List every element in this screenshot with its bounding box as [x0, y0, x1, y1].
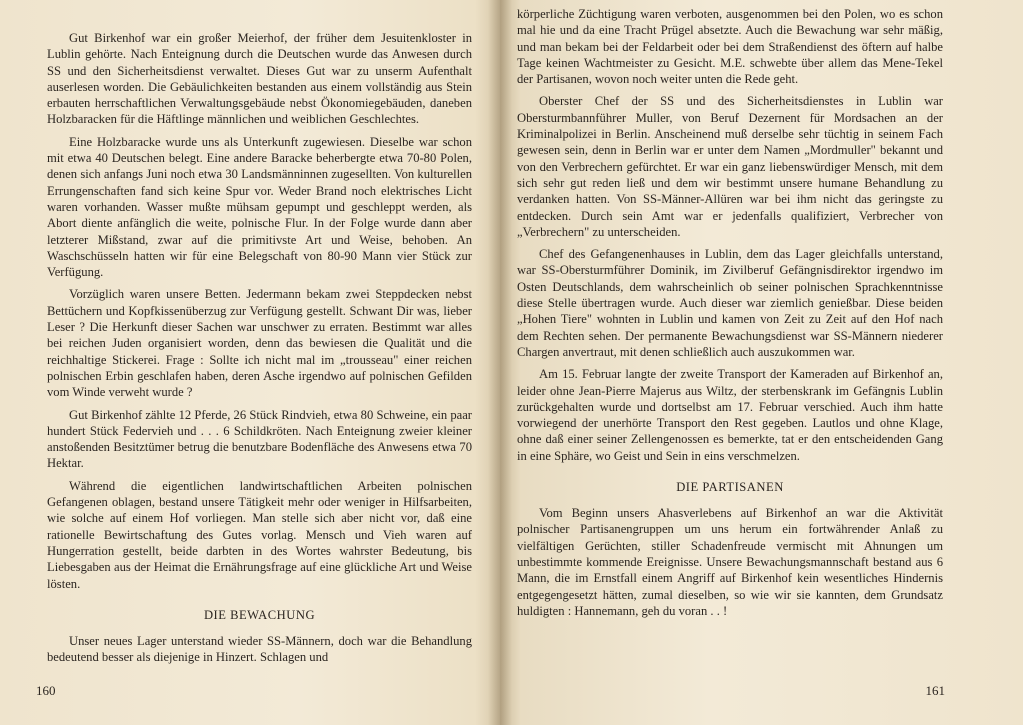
- page-number-right: 161: [925, 683, 945, 698]
- left-paragraph-4: Gut Birkenhof zählte 12 Pferde, 26 Stück Rindvieh, etwa 80 Schweine, ein paar hundert Stück Federvieh und . . . 6 Schildkröten. Nach Enteignung zweier kleiner anstoßenden Besitztümer betrug die benutzbare Bodenfläche des Anwesens etwa 70 Hektar.: [47, 407, 472, 471]
- left-paragraph-1: Gut Birkenhof war ein großer Meierhof, der früher dem Jesuitenkloster in Lublin gehörte. Nach Enteignung durch die Deutschen wurde das Anwesen durch SS und den Sicherheitsdienst verwaltet. Dieses Gut war zu unserm Aufenthalt auserlesen worden. Die Gebäulichkeiten bestanden aus einem vollständig aus Stein erbauten herrschaftlichen Verwaltungsgebäude nebst Ökonomiegebäuden, daneben Holzbaracken für die Häftlinge männlichen und weiblichen Geschlechtes.: [47, 31, 472, 127]
- left-paragraph-5: Während die eigentlichen landwirtschaftlichen Arbeiten polnischen Gefangenen oblagen, bestand unsere Tätigkeit mehr oder weniger in Hilfsarbeiten, wie solche auf einem Hof vorliegen. Man stelle sich aber nicht vor, daß eine rationelle Bewirtschaftung des Gutes vorlag. Mensch und Vieh waren auf Hungerration gestellt, beide darbten in des Wortes wahrster Bedeutung, bis Liebesgaben aus der Heimat die Ernährungsfrage auf eine glückliche Art und Weise lösten.: [47, 478, 472, 591]
- right-continuation-paragraph: körperliche Züchtigung waren verboten, ausgenommen bei den Polen, wo es schon mal hie und da eine Tracht Prügel absetzte. Auch die Bewachung war sehr mäßig, und man bekam bei der Feldarbeit oder bei dem Straßendienst des öftern auf halbe Tage keinen Wachtmeister zu Gesicht. M.E. schwebte über allem das Mene-Tekel der Partisanen, wovon noch weiter unten die Rede geht.: [517, 7, 943, 87]
- section-heading-bewachung: DIE BEWACHUNG: [203, 607, 316, 622]
- left-paragraph-after-heading: Unser neues Lager unterstand wieder SS-Männern, doch war die Behandlung bedeutend besser als diejenige in Hinzert. Schlagen und: [47, 633, 472, 665]
- right-paragraph-after-heading: Vom Beginn unsers Ahasverlebens auf Birkenhof an war die Aktivität polnischer Partisanengruppen um uns herum ein fortwährender Anlaß zu vielfältigen Gerüchten, stiller Schadenfreude vermischt mit Ahnungen um unbestimmte kommende Ereignisse. Unsere Bewachungsmannschaft bestand aus 6 Mann, die im Ernstfall einem Angriff auf Birkenhof kein wesentliches Hindernis entgegengesetzt hätten, zumal dieselben, so wie wir sie kannten, dem Grundsatz huldigten : Hannemann, geh du voran . . !: [517, 506, 943, 618]
- left-paragraph-3: Vorzüglich waren unsere Betten. Jedermann bekam zwei Steppdecken nebst Bettüchern und Kopfkissenüberzug zur Verfügung gestellt. Schwant Dir was, lieber Leser ? Die Herkunft dieser Sachen war unschwer zu erraten. Bestimmt war alles bei reichen Juden organisiert worden, denn das bewiesen die Qualität und die reichhaltige Stickerei. Frage : Sollte ich nicht mal im „trousseau" einer reichen polnischen Erbin geschlafen haben, deren Asche irgendwo auf polnischen Gefilden vom Winde verweht wurde ?: [47, 287, 472, 400]
- right-paragraph-1: Oberster Chef der SS und des Sicherheitsdienstes in Lublin war Obersturmbannführer Muller, von Beruf Dezernent für Mordsachen an der Kriminalpolizei in Berlin. Anscheinend muß derselbe sehr tüchtig in seinem Fach gewesen sein, denn in Berlin war er unter dem Namen „Mordmuller" bekannt und von den Verbrechern gefürchtet. Er war ein ganz liebenswürdiger Mensch, mit dem sich sehr gut reden ließ und dem wir bestimmt unsere humane Behandlung zu verdanken hatten. Von SS-Männer-Allüren war bei ihm nicht das geringste zu entdecken. Durch sein Amt war er jedenfalls qualifiziert, Verbrecher von „Verbrechern" zu unterscheiden.: [517, 94, 943, 239]
- page-number-left: 160: [36, 683, 56, 698]
- left-page: [0, 0, 500, 725]
- right-page: [500, 0, 1023, 725]
- left-paragraph-2: Eine Holzbaracke wurde uns als Unterkunft zugewiesen. Dieselbe war schon mit etwa 40 Deutschen belegt. Eine andere Baracke beherbergte etwa 70-80 Polen, denen sich anfangs Juni noch etwa 30 Landsmänninnen zugesellten. Von kulturellen Errungenschaften fand sich keine Spur vor. Weder Brand noch elektrisches Licht waren vorhanden. Wasser mußte mühsam gepumpt und geschleppt werden, als Abort diente anfänglich die weite, polnische Flur. In der Folge wurde dann aber letzterer Mißstand, zwar auf die primitivste Art und Weise, behoben. An Waschschüsseln hatten wir für eine Belegschaft von 80-90 Mann vier Stück zur Verfügung.: [47, 134, 472, 280]
- right-paragraph-2: Chef des Gefangenenhauses in Lublin, dem das Lager gleichfalls unterstand, war SS-Obersturmführer Dominik, im Zivilberuf Gefängnisdirektor irgendwo im Osten Deutschlands, dem wahrscheinlich ob seiner polnischen Sprachkenntnisse diese Stelle übertragen wurde. Auch dieser war ziemlich genießbar. Diese beiden „Hohen Tiere" wohnten in Lublin und kamen von Zeit zu Zeit auf den Hof nach dem Rechten sehen. Der permanente Bewachungsdienst war SS-Männern niederer Chargen anvertraut, mit denen schließlich auch auszukommen war.: [517, 247, 943, 359]
- right-paragraph-3: Am 15. Februar langte der zweite Transport der Kameraden auf Birkenhof an, leider ohne Jean-Pierre Majerus aus Wiltz, der sterbenskrank im Gefängnis Lublin zurückgehalten wurde und dortselbst am 17. Februar verschied. Auch ihm hatte vorwiegend der unerhörte Transport den Rest gegeben. Lautlos und ohne Klage, ohne daß einer seiner Zellengenossen es bemerkte, tat er den entscheidenden Gang in eine Sphäre, wo Geist und Sein in eins verschmelzen.: [517, 367, 943, 463]
- section-heading-partisanen: DIE PARTISANEN: [676, 480, 784, 495]
